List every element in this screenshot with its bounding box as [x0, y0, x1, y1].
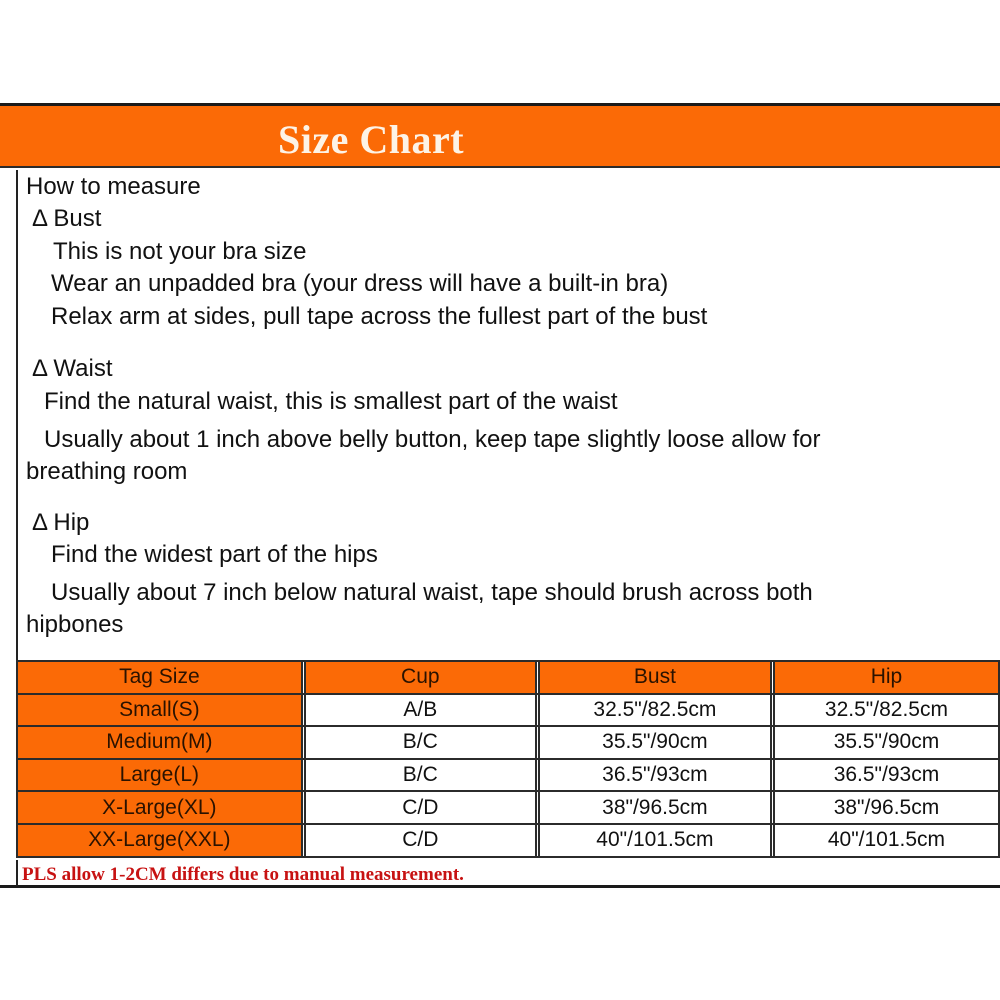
how-to-measure-section: [16, 170, 1000, 660]
cup-cell: C/D: [305, 824, 536, 857]
table-row: [17, 759, 999, 792]
bust-line-3: Relax arm at sides, pull tape across the fullest part of the bust: [51, 303, 708, 330]
table-row: [17, 694, 999, 727]
bust-cell: 40"/101.5cm: [539, 824, 771, 857]
tag-size-cell: Small(S): [17, 694, 302, 727]
size-table: [16, 660, 1000, 858]
table-header-row: [17, 661, 999, 694]
bust-line-1: This is not your bra size: [53, 238, 307, 265]
tag-size-cell: Large(L): [17, 759, 302, 792]
cup-cell: A/B: [305, 694, 536, 727]
header-hip: Hip: [774, 661, 999, 694]
hip-line-1: Find the widest part of the hips: [51, 541, 378, 568]
hip-line-3: hipbones: [26, 611, 124, 638]
cup-cell: C/D: [305, 791, 536, 824]
page-title: Size Chart: [278, 117, 465, 162]
tag-size-cell: XX-Large(XXL): [17, 824, 302, 857]
header-cup: Cup: [305, 661, 536, 694]
tag-size-cell: Medium(M): [17, 726, 302, 759]
cup-cell: B/C: [305, 726, 536, 759]
hip-label: Δ Hip: [32, 509, 90, 536]
hip-cell: 38"/96.5cm: [774, 791, 999, 824]
waist-label: Δ Waist: [32, 355, 113, 382]
header-tag-size: Tag Size: [17, 661, 302, 694]
hip-cell: 36.5"/93cm: [774, 759, 999, 792]
bust-label: Δ Bust: [32, 205, 102, 232]
table-row: [17, 791, 999, 824]
bust-cell: 35.5"/90cm: [539, 726, 771, 759]
bust-cell: 32.5"/82.5cm: [539, 694, 771, 727]
bust-cell: 38"/96.5cm: [539, 791, 771, 824]
table-row: [17, 726, 999, 759]
header-bust: Bust: [539, 661, 771, 694]
hip-cell: 40"/101.5cm: [774, 824, 999, 857]
bust-cell: 36.5"/93cm: [539, 759, 771, 792]
table-row: [17, 824, 999, 857]
hip-line-2: Usually about 7 inch below natural waist, tape should brush across both: [51, 579, 813, 606]
cup-cell: B/C: [305, 759, 536, 792]
bust-line-2: Wear an unpadded bra (your dress will have a built-in bra): [51, 270, 669, 297]
hip-cell: 35.5"/90cm: [774, 726, 999, 759]
hip-cell: 32.5"/82.5cm: [774, 694, 999, 727]
how-to-measure-heading: How to measure: [26, 173, 201, 200]
measurement-footnote: PLS allow 1-2CM differs due to manual measurement.: [22, 864, 464, 885]
tag-size-cell: X-Large(XL): [17, 791, 302, 824]
title-bar: [0, 106, 1000, 168]
waist-line-2: Usually about 1 inch above belly button, keep tape slightly loose allow for: [44, 426, 821, 453]
size-chart-sheet: [0, 103, 1000, 888]
waist-line-1: Find the natural waist, this is smallest part of the waist: [44, 388, 618, 415]
waist-line-3: breathing room: [26, 458, 188, 485]
